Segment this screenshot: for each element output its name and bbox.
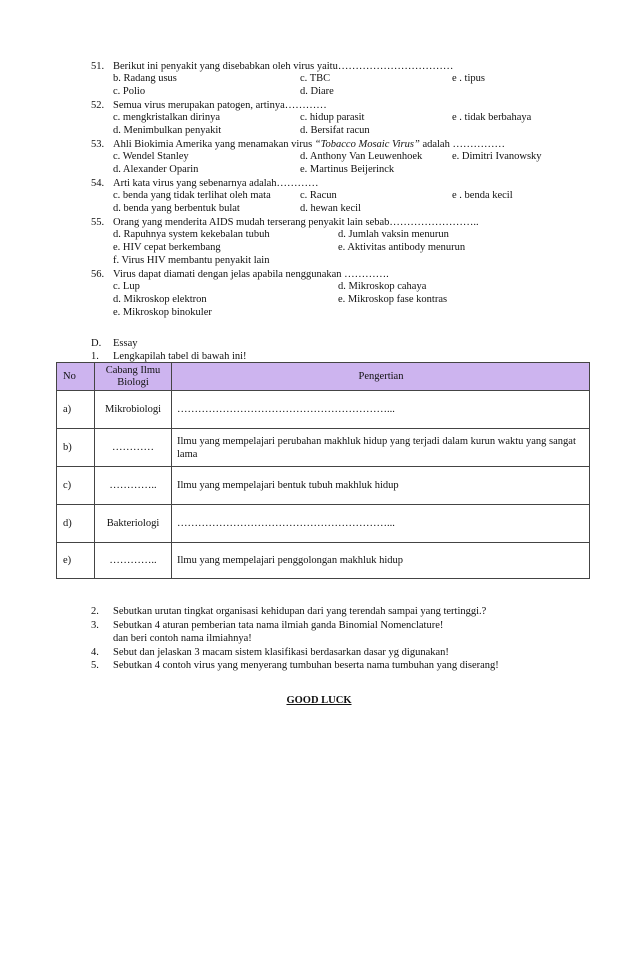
- essay-question-number: 5.: [91, 660, 99, 671]
- essay-q1-text: Lengkapilah tabel di bawah ini!: [113, 351, 247, 362]
- question-text: [113, 99, 327, 112]
- answer-option: e . tipus: [452, 73, 485, 84]
- answer-option: c. benda yang tidak terlihat oleh mata: [113, 190, 271, 201]
- essay-q1-num: 1.: [91, 351, 99, 362]
- answer-option: c. Wendel Stanley: [113, 151, 189, 162]
- header-cabang: Cabang Ilmu Biologi: [95, 363, 172, 391]
- question-text: [113, 268, 389, 281]
- header-no: No: [57, 363, 95, 391]
- answer-option: d. Mikroskop cahaya: [338, 281, 427, 292]
- question-number: 55.: [91, 217, 105, 228]
- essay-question-text: Sebutkan urutan tingkat organisasi kehidupan dari yang terendah sampai yang tertinggi.?: [113, 606, 487, 617]
- answer-option: d. Rapuhnya system kekebalan tubuh: [113, 229, 270, 240]
- question-number: 53.: [91, 139, 105, 150]
- question-text: [113, 177, 319, 190]
- answer-option: c. mengkristalkan dirinya: [113, 112, 221, 123]
- row-cabang: …………..: [95, 543, 172, 579]
- biology-branch-table: [56, 362, 590, 579]
- answer-option: d. hewan kecil: [300, 203, 361, 214]
- essay-question-text: Sebut dan jelaskan 3 macam sistem klasifikasi berdasarkan dasar yg digunakan!: [113, 646, 449, 658]
- answer-option: d. Anthony Van Leuwenhoek: [300, 151, 423, 162]
- question-number: 56.: [91, 269, 105, 280]
- header-pengertian: Pengertian: [172, 363, 590, 391]
- table-row: [57, 429, 590, 467]
- question-text-italic: “Tobacco Mosaic Virus”: [314, 139, 420, 150]
- table-row: [57, 467, 590, 505]
- table-row: [57, 543, 590, 579]
- question-text-main: Semua virus merupakan patogen, artinya…………: [113, 100, 327, 111]
- essay-question-text: Sebutkan 4 aturan pemberian tata nama ilmiah ganda Binomial Nomenclature!: [113, 619, 444, 631]
- good-luck-footer: GOOD LUCK: [286, 695, 352, 706]
- table-header-row: [57, 363, 590, 391]
- row-no: c): [57, 467, 95, 505]
- answer-option: e. Martinus Beijerinck: [300, 164, 395, 175]
- question-text-tail: adalah ……………: [419, 139, 505, 150]
- essay-question-text: Sebutkan 4 contoh virus yang menyerang tumbuhan beserta nama tumbuhan yang diserang!: [113, 660, 499, 671]
- question-number: 52.: [91, 100, 105, 111]
- answer-option: d. Jumlah vaksin menurun: [338, 229, 449, 240]
- answer-option: d. Diare: [300, 86, 334, 97]
- question-number: 51.: [91, 61, 105, 72]
- answer-option: c. Polio: [113, 86, 146, 97]
- essay-question-text: dan beri contoh nama ilmiahnya!: [113, 633, 252, 644]
- question-number: 54.: [91, 178, 105, 189]
- table-row: [57, 391, 590, 429]
- row-pengertian: Ilmu yang mempelajari perubahan makhluk hidup yang terjadi dalam kurun waktu yang sangat lama: [172, 429, 590, 467]
- answer-option: c. TBC: [300, 73, 331, 84]
- row-cabang: …………: [95, 429, 172, 467]
- answer-option: e. Dimitri Ivanowsky: [452, 151, 542, 162]
- answer-option: b. Radang usus: [113, 73, 177, 84]
- question-text-main: Orang yang menderita AIDS mudah terserang penyakit lain sebab……………………..: [113, 217, 479, 228]
- essay-question-number: 2.: [91, 606, 99, 617]
- essay-question-number: 4.: [91, 646, 99, 658]
- answer-option: e. Aktivitas antibody menurun: [338, 242, 466, 253]
- row-cabang: Bakteriologi: [95, 505, 172, 543]
- answer-option: d. Bersifat racun: [300, 125, 370, 136]
- row-cabang: Mikrobiologi: [95, 391, 172, 429]
- answer-option: e . tidak berbahaya: [452, 112, 532, 123]
- row-no: a): [57, 391, 95, 429]
- essay-heading: [91, 337, 138, 350]
- question-text-main: Virus dapat diamati dengan jelas apabila nenggunakan ………….: [113, 269, 389, 280]
- answer-option: d. Mikroskop elektron: [113, 294, 207, 305]
- question-text-main: Ahli Biokimia Amerika yang menamakan virus: [113, 139, 315, 150]
- question-text: [113, 216, 479, 229]
- answer-option: c. Racun: [300, 190, 337, 201]
- row-no: d): [57, 505, 95, 543]
- answer-option: d. benda yang berbentuk bulat: [113, 203, 240, 214]
- essay-heading-text: Essay: [113, 338, 138, 349]
- row-no: b): [57, 429, 95, 467]
- row-no: e): [57, 543, 95, 579]
- row-cabang: …………..: [95, 467, 172, 505]
- answer-option: e. Mikroskop fase kontras: [338, 294, 448, 305]
- answer-option: d. Alexander Oparin: [113, 164, 199, 175]
- answer-option: c. Lup: [113, 281, 140, 292]
- answer-option: f. Virus HIV membantu penyakit lain: [113, 255, 270, 266]
- row-pengertian: Ilmu yang mempelajari bentuk tubuh makhluk hidup: [172, 467, 590, 505]
- table-row: [57, 505, 590, 543]
- essay-heading-num: D.: [91, 338, 102, 349]
- answer-option: d. Menimbulkan penyakit: [113, 125, 222, 136]
- answer-option: c. hidup parasit: [300, 112, 365, 123]
- answer-option: e. Mikroskop binokuler: [113, 307, 212, 318]
- essay-question-number: 3.: [91, 619, 99, 631]
- row-pengertian: ……………………………………………………...: [172, 391, 590, 429]
- answer-option: e. HIV cepat berkembang: [113, 242, 221, 253]
- question-text-main: Arti kata virus yang sebenarnya adalah…………: [113, 178, 319, 189]
- row-pengertian: ……………………………………………………...: [172, 505, 590, 543]
- answer-option: e . benda kecil: [452, 190, 513, 201]
- row-pengertian: Ilmu yang mempelajari penggolongan makhluk hidup: [172, 543, 590, 579]
- question-text: [113, 60, 453, 73]
- question-text: [113, 138, 505, 151]
- question-text-main: Berikut ini penyakit yang disebabkan oleh virus yaitu……………………………: [113, 61, 454, 72]
